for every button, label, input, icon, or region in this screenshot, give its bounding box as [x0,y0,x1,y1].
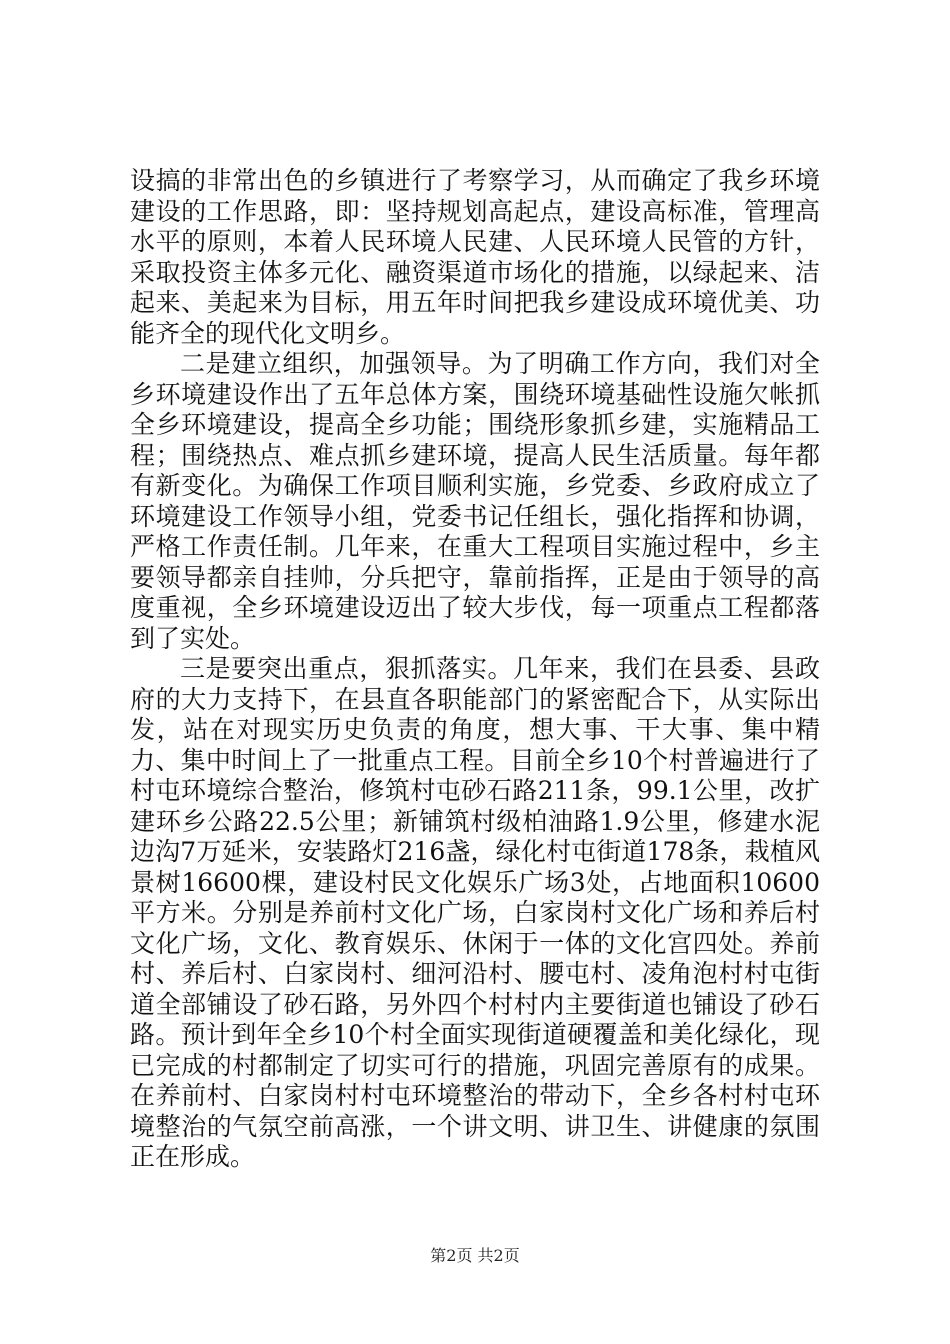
page-footer [0,1243,950,1266]
paragraph-key-projects: 三是要突出重点，狠抓落实。几年来，我们在县委、县政府的大力支持下，在县直各职能部门的紧密配合下，从实际出发，站在对现实历史负责的角度，想大事、干大事、集中精力、集中时间上了一批重点工程。目前全乡10个村普遍进行了村屯环境综合整治，修筑村屯砂石路211条，99.1公里，改扩建环乡公路22.5公里；新铺筑村级柏油路1.9公里，修建水泥边沟7万延米，安装路灯216盏，绿化村屯街道178条，栽植风景树16600棵，建设村民文化娱乐广场3处，占地面积10600平方米。分别是养前村文化广场，白家岗村文化广场和养后村文化广场，文化、教育娱乐、休闲于一体的文化宫四处。养前村、养后村、白家岗村、细河沿村、腰屯村、凌角泡村村屯街道全部铺设了砂石路，另外四个村村内主要街道也铺设了砂石路。预计到年全乡10个村全面实现街道硬覆盖和美化绿化，现已完成的村都制定了切实可行的措施，巩固完善原有的成果。在养前村、白家岗村村屯环境整治的带动下，全乡各村村屯环境整治的气氛空前高涨，一个讲文明、讲卫生、讲健康的氛围正在形成。 [130,654,820,1171]
paragraph-continuation: 设搞的非常出色的乡镇进行了考察学习，从而确定了我乡环境建设的工作思路，即：坚持规划高起点，建设高标准，管理高水平的原则，本着人民环境人民建、人民环境人民管的方针，采取投资主体多元化、融资渠道市场化的措施，以绿起来、洁起来、美起来为目标，用五年时间把我乡建设成环境优美、功能齐全的现代化文明乡。 [130,166,820,348]
document-body [130,166,820,1173]
paragraph-organization: 二是建立组织，加强领导。为了明确工作方向，我们对全乡环境建设作出了五年总体方案，围绕环境基础性设施欠帐抓全乡环境建设，提高全乡功能；围绕形象抓乡建，实施精品工程；围绕热点、难点抓乡建环境，提高人民生活质量。每年都有新变化。为确保工作项目顺利实施，乡党委、乡政府成立了环境建设工作领导小组，党委书记任组长，强化指挥和协调，严格工作责任制。几年来，在重大工程项目实施过程中，乡主要领导都亲自挂帅，分兵把守，靠前指挥，正是由于领导的高度重视，全乡环境建设迈出了较大步伐，每一项重点工程都落到了实处。 [130,349,820,653]
page-number: 第2页 共2页 [430,1246,520,1265]
